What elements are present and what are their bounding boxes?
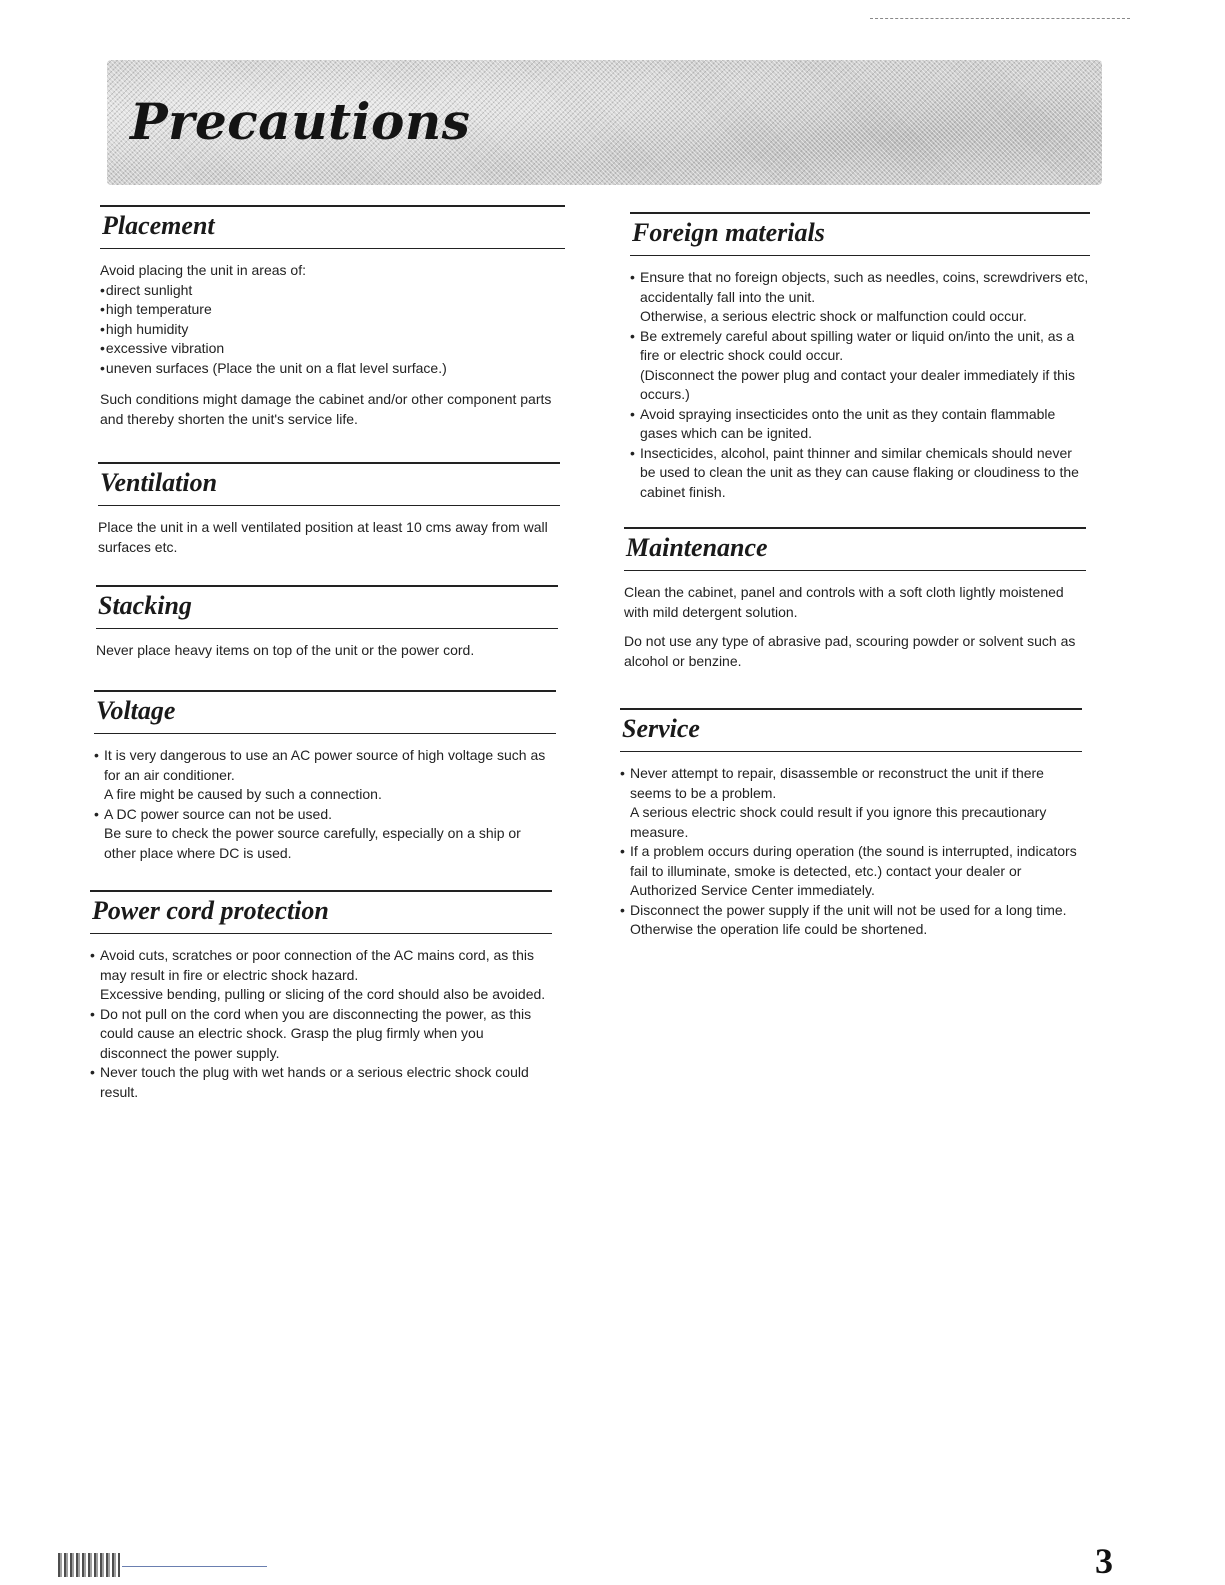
section-title-power-cord: Power cord protection (92, 896, 329, 925)
bullet-subtext: Otherwise, a serious electric shock or malfunction could occur. (640, 308, 1027, 324)
power-cord-list (90, 946, 552, 1102)
list-item (630, 268, 1090, 327)
section-maintenance (624, 527, 1086, 681)
placement-intro: Avoid placing the unit in areas of: (100, 262, 306, 278)
bullet-text: Be extremely careful about spilling water or liquid on/into the unit, as a fire or electric shock could occur. (640, 327, 1075, 363)
list-item: • Avoid spraying insecticides onto the unit as they contain flammable gases which can be ignited. (630, 405, 1090, 444)
section-heading (98, 462, 560, 506)
section-title-maintenance: Maintenance (626, 533, 768, 562)
section-title-stacking: Stacking (98, 591, 192, 620)
bullet-text: Never attempt to repair, disassemble or reconstruct the unit if there seems to be a problem. (630, 765, 1044, 801)
list-item (90, 946, 552, 1005)
list-item (94, 746, 556, 805)
section-power-cord (90, 890, 552, 1102)
list-item: • If a problem occurs during operation (the sound is interrupted, indicators fail to illuminate, smoke is detected, etc.) contact your dealer or Authorized Service Center immediately. (620, 842, 1082, 901)
section-heading (620, 708, 1082, 752)
bullet-text: A DC power source can not be used. (104, 805, 333, 822)
maintenance-para-2: Do not use any type of abrasive pad, scouring powder or solvent such as alcohol or benzine. (624, 633, 1076, 669)
list-item (630, 327, 1090, 405)
list-item: • uneven surfaces (Place the unit on a flat level surface.) (100, 359, 565, 379)
bullet-subtext: Excessive bending, pulling or slicing of the cord should also be avoided. (100, 986, 546, 1002)
section-title-voltage: Voltage (96, 696, 176, 725)
list-item (620, 764, 1082, 842)
section-heading (90, 890, 552, 934)
page-title: Precautions (130, 92, 471, 151)
section-foreign-materials (630, 212, 1090, 502)
section-title-foreign-materials: Foreign materials (632, 218, 825, 247)
foreign-list (630, 268, 1090, 502)
section-heading (96, 585, 558, 629)
bullet-subtext: (Disconnect the power plug and contact your dealer immediately if this occurs.) (640, 366, 1075, 402)
list-item: • Never touch the plug with wet hands or a serious electric shock could result. (90, 1063, 552, 1102)
section-ventilation (98, 462, 560, 567)
section-title-service: Service (622, 714, 700, 743)
section-heading (100, 205, 565, 249)
section-service (620, 708, 1082, 940)
bullet-subtext: A serious electric shock could result if you ignore this precautionary measure. (630, 804, 1047, 840)
top-dashed-rule (870, 18, 1130, 19)
precautions-banner (107, 60, 1102, 185)
section-heading (624, 527, 1086, 571)
bullet-text: It is very dangerous to use an AC power source of high voltage such as for an air conditioner. (104, 747, 546, 783)
ventilation-para: Place the unit in a well ventilated position at least 10 cms away from wall surfaces etc. (98, 519, 548, 555)
section-stacking (96, 585, 558, 671)
list-item: • Insecticides, alcohol, paint thinner and similar chemicals should never be used to clean the unit as they can cause flaking or cloudiness to the cabinet finish. (630, 444, 1090, 503)
voltage-list (94, 746, 556, 863)
list-item: • excessive vibration (100, 339, 565, 359)
section-placement (100, 205, 565, 439)
list-item: • direct sunlight (100, 281, 565, 301)
section-voltage (94, 690, 556, 863)
list-item: • Do not pull on the cord when you are disconnecting the power, as this could cause an electric shock. Grasp the plug firmly when you disconnect the power supply. (90, 1005, 552, 1064)
service-list (620, 764, 1082, 940)
section-title-ventilation: Ventilation (100, 468, 218, 497)
footer-rule (122, 1566, 267, 1567)
list-item: • Disconnect the power supply if the unit will not be used for a long time. Otherwise the operation life could be shortened. (620, 901, 1082, 940)
section-heading (94, 690, 556, 734)
list-item: • high humidity (100, 320, 565, 340)
bullet-subtext: Be sure to check the power source carefully, especially on a ship or other place where DC is used. (104, 825, 521, 861)
page-number: 3 (1095, 1541, 1113, 1581)
section-title-placement: Placement (102, 211, 215, 240)
placement-list (100, 281, 565, 379)
bullet-text: Avoid cuts, scratches or poor connection of the AC mains cord, as this may result in fire or electric shock hazard. (100, 947, 534, 983)
placement-para: Such conditions might damage the cabinet and/or other component parts and thereby shorten the unit's service life. (100, 391, 552, 427)
list-item (94, 805, 556, 864)
list-item: • high temperature (100, 300, 565, 320)
bullet-subtext: A fire might be caused by such a connection. (104, 786, 382, 802)
section-heading (630, 212, 1090, 256)
scan-mark (58, 1553, 120, 1577)
bullet-text: Ensure that no foreign objects, such as needles, coins, screwdrivers etc, accidentally fall into the unit. (640, 269, 1089, 305)
maintenance-para-1: Clean the cabinet, panel and controls with a soft cloth lightly moistened with mild detergent solution. (624, 584, 1064, 620)
stacking-para: Never place heavy items on top of the unit or the power cord. (96, 642, 475, 658)
